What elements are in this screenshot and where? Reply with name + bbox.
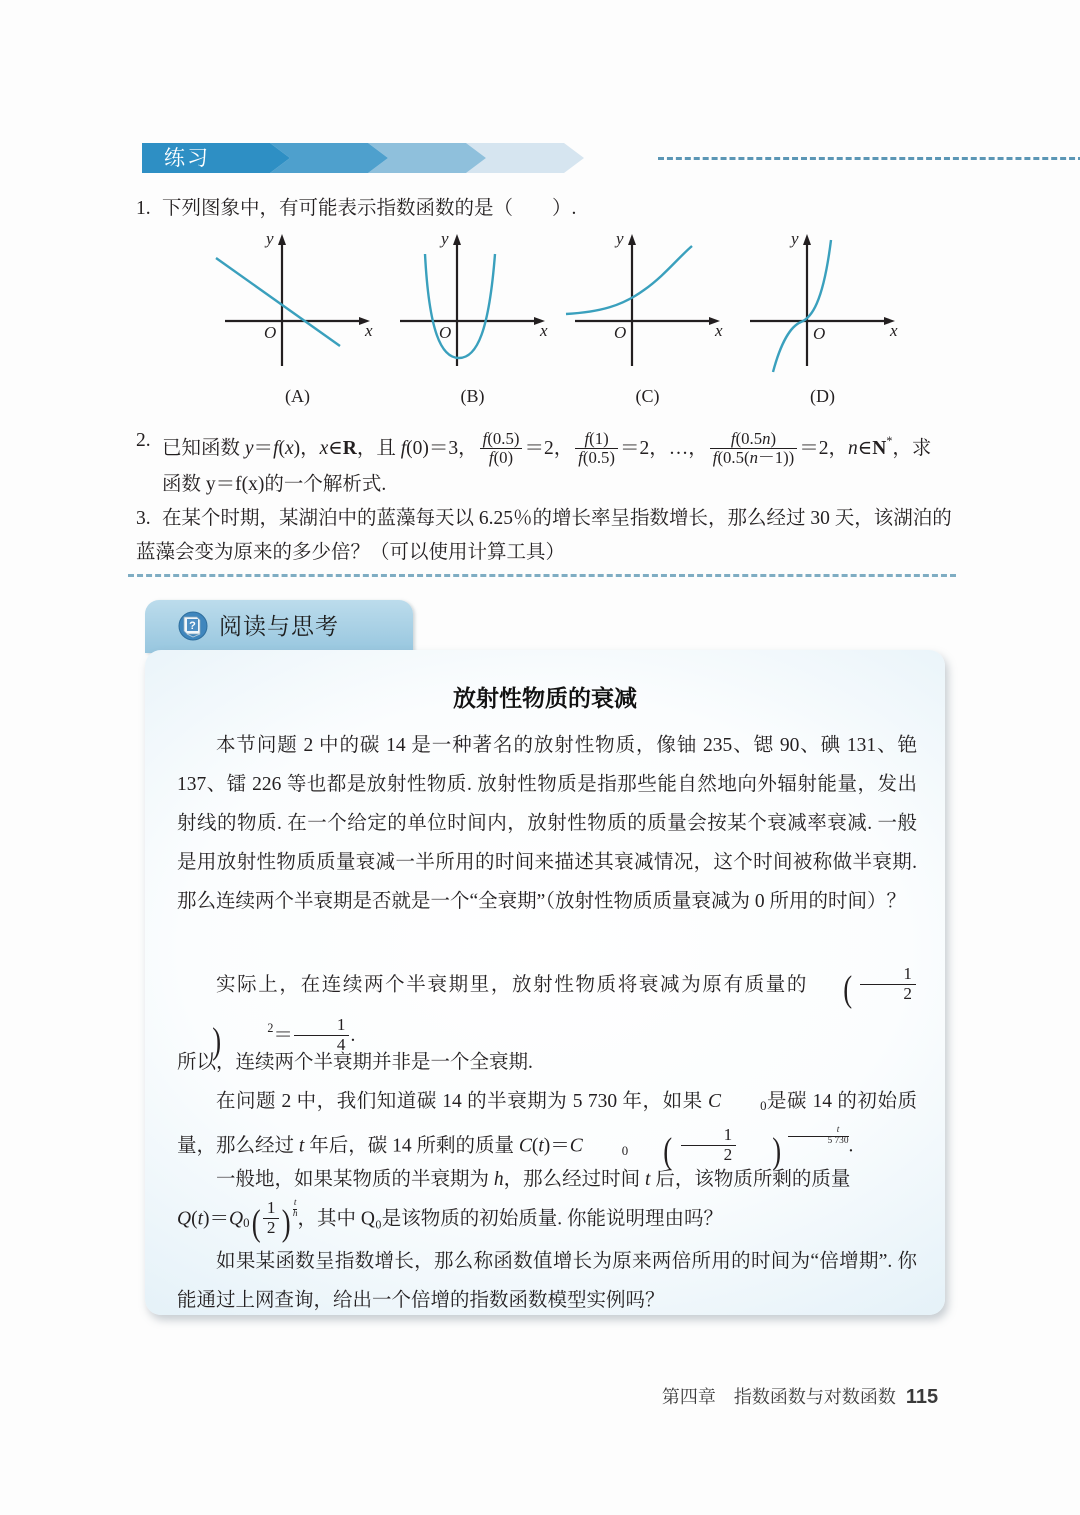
page-footer	[0, 1383, 1080, 1409]
svg-text:O: O	[439, 323, 452, 342]
svg-text:x: x	[890, 321, 898, 340]
question-1-text: 下列图象中，有可能表示指数函数的是（ ）.	[162, 198, 577, 219]
banner-dashed-rule	[658, 157, 1080, 160]
graph-a-svg	[210, 226, 385, 386]
fraction-f05-over-f0: $\frac{f(0.5)}{f(0)}$	[480, 430, 523, 469]
exponent-t-over-h: $\frac{t}{h}$	[292, 1198, 298, 1219]
fraction-one-half: $\frac{1}{2}$	[681, 1126, 737, 1165]
right-paren: )	[772, 1130, 782, 1172]
reading-title: 放射性物质的衰减	[453, 685, 637, 711]
graph-d-svg	[735, 226, 910, 386]
graph-a-label: (A)	[285, 386, 310, 406]
question-3-text: 在某个时期，某湖泊中的蓝藻每天以 6.25％的增长率呈指数增长，那么经过 30 天，该湖泊的蓝藻会变为原来的多少倍？（可以使用计算工具）	[136, 508, 952, 563]
reading-tab	[145, 600, 413, 653]
fraction-one-quarter: $\frac{1}{4}$	[294, 1016, 350, 1055]
fraction-one-half: $\frac{1}{2}$	[860, 965, 916, 1004]
question-2-formula-line: 已知函数 y＝f(x)，x∈R，且 f(0)＝3， $\frac{f(0.5)}{f(0)}$ ＝2， $\frac{f(1)}{f(0.5)}$ ＝2，…， $\frac{f(0.5n)}{f(0.5(n-1))}$ ＝2，n∈N*，求	[162, 428, 932, 468]
reading-section	[145, 600, 945, 1320]
svg-text:x: x	[715, 321, 723, 340]
exercise-banner	[142, 143, 942, 173]
footer-page-number: 115	[905, 1386, 939, 1408]
reading-tab-label: 阅读与思考	[219, 613, 339, 639]
right-paren: )	[212, 1020, 222, 1062]
reading-paragraph-7: 如果某函数呈指数增长，那么称函数值增长为原来两倍所用的时间为“倍增期”. 你能通过上网查询，给出一个倍增的指数函数模型实例吗？	[177, 1251, 917, 1311]
right-paren: )	[282, 1203, 292, 1245]
svg-text:O: O	[614, 323, 627, 342]
reading-body	[145, 650, 945, 1315]
graph-option-a	[210, 226, 385, 406]
reading-paragraph-6: Q(t)＝Q0( $\frac{1}{2}$ ) $\frac{t}{h}$ ，其中 Q₀是该物质的初始质量. 你能说明理由吗？	[177, 1198, 723, 1245]
left-paren: (	[663, 1130, 673, 1172]
left-paren: (	[843, 969, 853, 1011]
exponent-2: 2	[267, 1021, 274, 1036]
question-1-number: 1.	[136, 198, 151, 219]
svg-text:y: y	[791, 229, 799, 248]
svg-text:x: x	[365, 321, 373, 340]
left-paren: (	[251, 1203, 261, 1245]
question-3-number: 3.	[136, 508, 151, 529]
graph-option-c	[560, 226, 735, 406]
reading-paragraph-1: 本节问题 2 中的碳 14 是一种著名的放射性物质，像铀 235、锶 90、碘 131、铯 137、镭 226 等也都是放射性物质. 放射性物质是指那些能自然地向外辐射能量，发出射线的物质. 在一个给定的单位时间内，放射性物质的质量会按某个衰减率衰减. 一般是用放射性物质质量衰减一半所用的时间来描述其衰减情况，这个时间被称做半衰期. 那么连续两个半衰期是否就是一个“全衰期”（放射性物质质量衰减为 0 所用的时间）？	[177, 735, 917, 912]
banner-title: 练习	[164, 147, 210, 170]
graph-option-b	[385, 226, 560, 406]
exponent-t-over-5730: $\frac{t}{5 730}$	[788, 1126, 848, 1147]
reading-paragraph-6-tail: ，其中 Q₀是该物质的初始质量. 你能说明理由吗？	[297, 1208, 723, 1230]
question-2-body	[162, 424, 966, 502]
question-3	[136, 502, 966, 570]
fraction-one-half: $\frac{1}{2}$	[263, 1199, 280, 1238]
svg-text:x: x	[540, 321, 548, 340]
fraction-f1-over-f05: $\frac{f(1)}{f(0.5)}$	[575, 430, 618, 469]
svg-text:y: y	[266, 229, 274, 248]
question-2-line-2: 函数 y＝f(x)的一个解析式.	[162, 474, 387, 496]
graph-c-label: (C)	[635, 386, 660, 406]
svg-text:O: O	[264, 323, 277, 342]
svg-text:O: O	[813, 324, 826, 343]
question-1	[136, 192, 956, 226]
graph-c-svg	[560, 226, 735, 386]
fraction-f05n-over-f05n1: $\frac{f(0.5n)}{f(0.5(n-1))}$	[710, 430, 798, 469]
graph-option-d	[735, 226, 910, 406]
question-2	[136, 424, 966, 502]
graph-b-svg	[385, 226, 560, 386]
svg-text:y: y	[616, 229, 624, 248]
reading-paragraph-2: 实际上，在连续两个半衰期里，放射性物质将衰减为原有质量的 ( $\frac{1}{2}$ ) 2＝ $\frac{1}{4}$ .	[177, 965, 917, 1061]
reading-paragraph-5: 一般地，如果某物质的半衰期为 h，那么经过时间 t 后，该物质所剩的质量	[216, 1169, 851, 1190]
reading-paragraph-4: 在问题 2 中，我们知道碳 14 的半衰期为 5 730 年，如果 C 0是碳 14 的初始质量，那么经过 t 年后，碳 14 所剩的质量 C(t)＝C 0 ( $\frac{1}{2}$ ) $\frac{t}{5 730}$ .	[177, 1091, 917, 1172]
footer-chapter: 第四章 指数函数与对数函数	[661, 1387, 896, 1407]
question-2-number: 2.	[136, 430, 151, 451]
section-divider	[128, 574, 956, 577]
graph-d-label: (D)	[810, 386, 835, 406]
svg-text:y: y	[441, 229, 449, 248]
svg-text:?: ?	[189, 620, 196, 632]
graph-options-row	[210, 226, 910, 406]
graph-b-label: (B)	[460, 386, 485, 406]
book-question-icon	[177, 610, 209, 642]
reading-paragraph-3: 所以，连续两个半衰期并非是一个全衰期.	[177, 1052, 533, 1073]
